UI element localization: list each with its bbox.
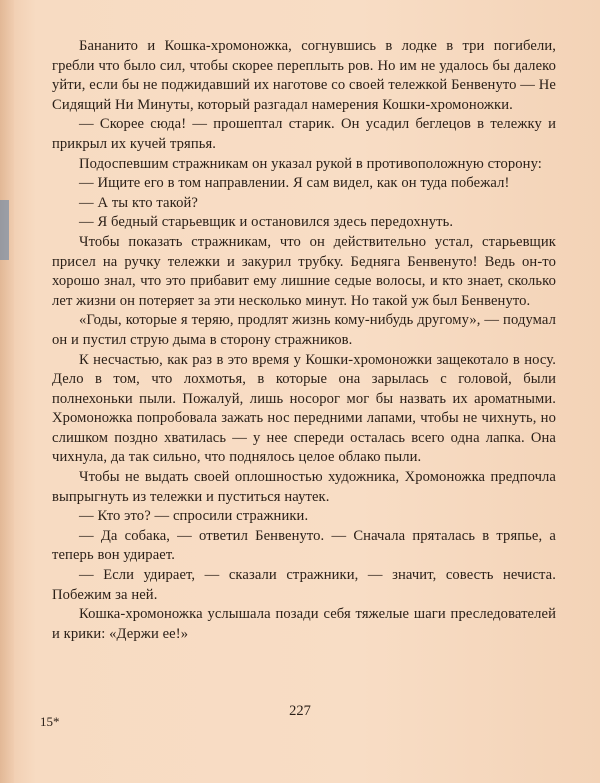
page-spine-edge xyxy=(0,0,14,783)
paragraph: Чтобы показать стражникам, что он действительно устал, старьевщик присел на ручку тележки и закурил трубку. Бедняга Бенвенуто! Ведь он-то хорошо знал, что это прибавит ему лишние седые волосы, и кто знает, сколько лет жизни он потеряет за эти несколько минут. Но такой уж был Бенвенуто. xyxy=(52,233,556,309)
paragraph: Подоспевшим стражникам он указал рукой в противоположную сторону: xyxy=(79,155,542,172)
paragraph: — Ищите его в том направлении. Я сам видел, как он туда побежал! xyxy=(79,175,510,192)
paragraph: — Если удирает, — сказали стражники, — значит, совесть нечиста. Побежим за ней. xyxy=(52,567,556,603)
paragraph: Чтобы не выдать своей оплошностью художника, Хромоножка предпочла выпрыгнуть из тележки и пуститься наутек. xyxy=(52,469,556,505)
paragraph: Кошка-хромоножка услышала позади себя тяжелые шаги преследователей и крики: «Держи ее!» xyxy=(52,606,556,642)
page-number: 227 xyxy=(289,703,311,719)
paragraph: — Кто это? — спросили стражники. xyxy=(79,508,309,525)
paragraph: «Годы, которые я теряю, продлят жизнь кому-нибудь другому», — подумал он и пустил струю дыма в сторону стражников. xyxy=(52,312,556,348)
paragraph: К несчастью, как раз в это время у Кошки-хромоножки защекотало в носу. Дело в том, что лохмотья, в которые она зарылась с головой, были полнехоньки пыли. Пожалуй, лишь носорог мог бы назвать их ароматными. Хромоножка попробовала зажать нос передними лапами, чтобы не чихнуть, но слишком поздно хватилась — у нее спереди осталась всего одна лапка. Она чихнула, да так сильно, что поднялось целое облако пыли. xyxy=(52,351,556,466)
body-text xyxy=(52,37,556,644)
adjacent-page-edge xyxy=(0,200,9,260)
paragraph: — Скорее сюда! — прошептал старик. Он усадил беглецов в тележку и прикрыл их кучей тряпья. xyxy=(52,116,556,152)
paragraph: Бананито и Кошка-хромоножка, согнувшись в лодке в три погибели, гребли что было сил, чтобы скорее переплыть ров. Но им не удалось бы далеко уйти, если бы не поджидавший их наготове со своей тележкой Бенвенуто — Не Сидящий Ни Минуты, который разгадал намерения Кошки-хромоножки. xyxy=(52,38,556,113)
paragraph: — А ты кто такой? xyxy=(79,194,198,211)
paragraph: — Я бедный старьевщик и остановился здесь передохнуть. xyxy=(79,214,454,231)
paragraph: — Да собака, — ответил Бенвенуто. — Сначала пряталась в тряпье, а теперь вон удирает. xyxy=(52,527,556,564)
signature-mark: 15* xyxy=(40,714,60,729)
